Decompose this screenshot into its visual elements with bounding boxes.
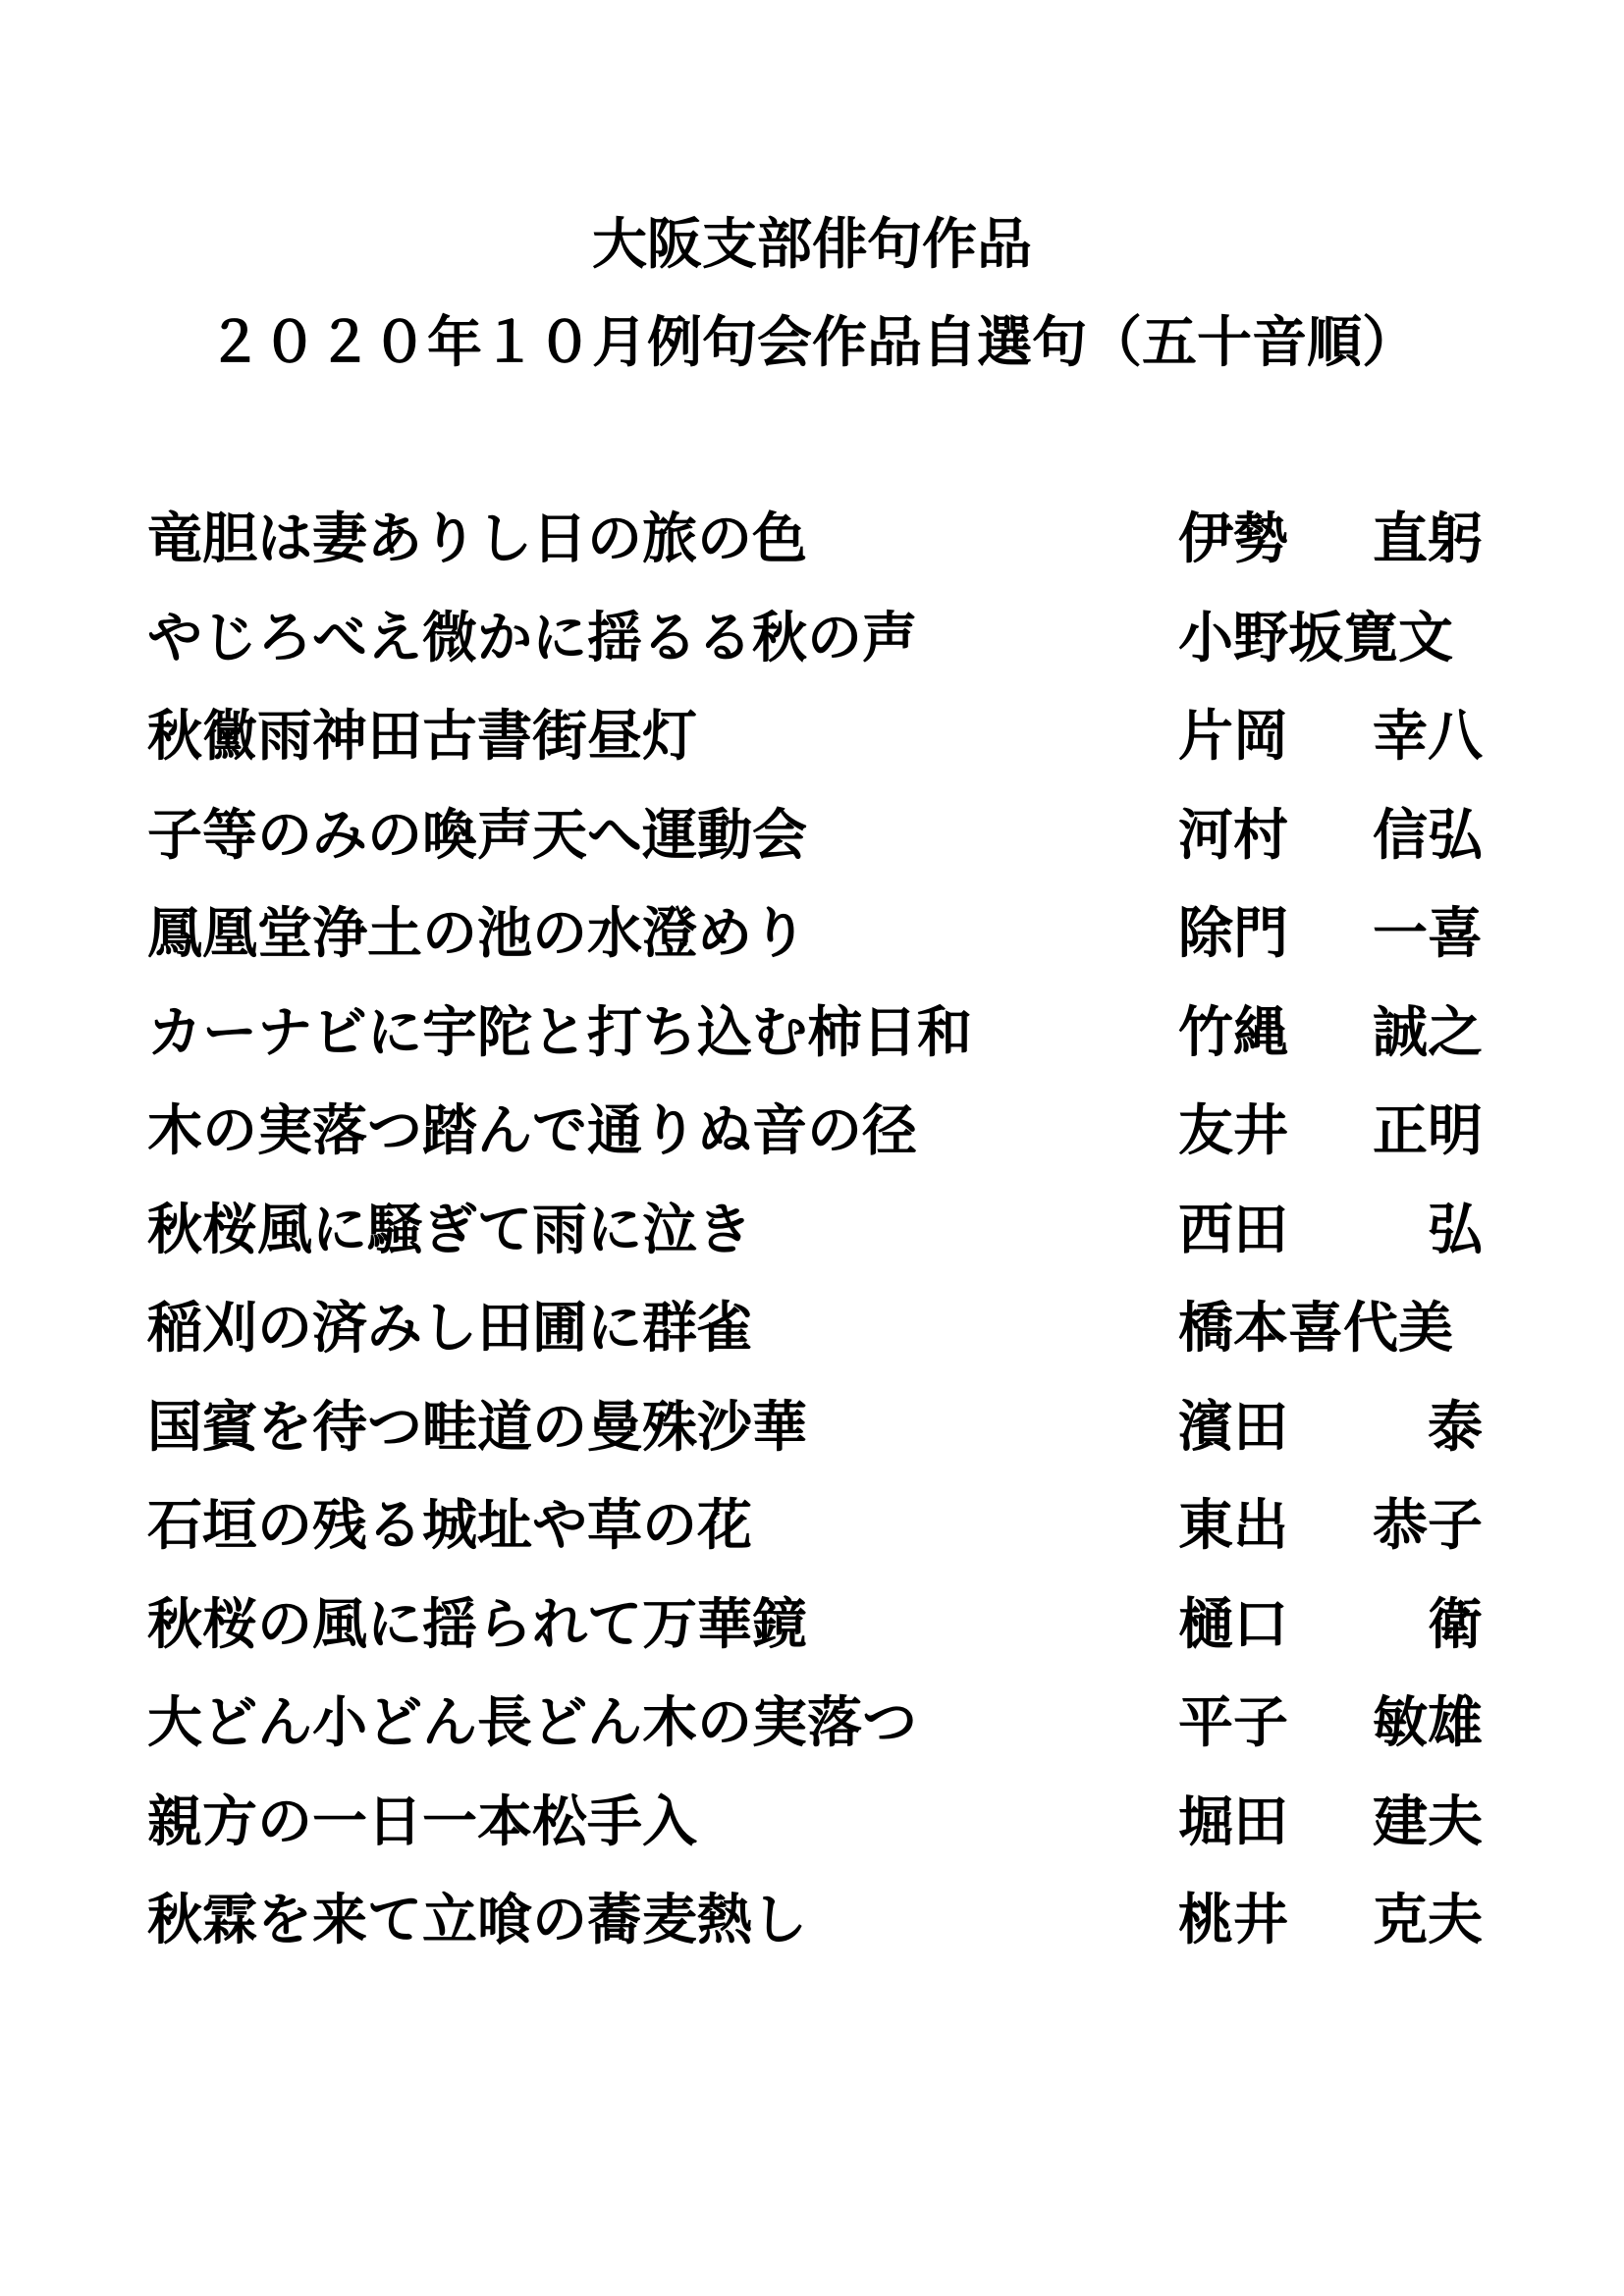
haiku-text: 鳳凰堂浄土の池の水澄めり (147, 902, 807, 966)
haiku-text: 大どん小どん長どん木の実落つ (147, 1691, 917, 1755)
haiku-text: カーナビに宇陀と打ち込む柿日和 (147, 1000, 972, 1065)
author-name (1178, 901, 1483, 968)
author-given-name: 敏雄 (1373, 1691, 1483, 1755)
haiku-text: 竜胆は妻ありし日の旅の色 (147, 507, 807, 571)
author-name (1178, 1888, 1483, 1954)
author-name (1178, 1296, 1483, 1362)
author-name (1178, 1592, 1483, 1659)
haiku-text: 秋桜の風に揺られて万華鏡 (147, 1592, 807, 1657)
author-surname: 小野坂寛文 (1178, 606, 1453, 670)
author-name (1178, 1198, 1483, 1264)
author-name (1178, 803, 1483, 870)
document-title: 大阪支部俳句作品 (592, 213, 1032, 277)
author-surname: 友井 (1178, 1099, 1288, 1163)
author-given-name: 建夫 (1373, 1789, 1483, 1854)
haiku-entry (147, 1198, 1483, 1297)
author-surname: 竹縄 (1178, 1000, 1288, 1065)
document-subtitle: ２０２０年１０月例句会作品自選句（五十音順） (207, 311, 1417, 375)
author-given-name: 信弘 (1373, 803, 1483, 868)
author-surname: 西田 (1178, 1198, 1288, 1262)
haiku-entry (147, 1789, 1483, 1889)
haiku-entry (147, 1098, 1483, 1198)
haiku-entry (147, 606, 1483, 705)
author-given-name: 一喜 (1373, 902, 1483, 966)
author-given-name: 弘 (1428, 1198, 1483, 1262)
author-given-name: 克夫 (1373, 1889, 1483, 1952)
haiku-entry (147, 1000, 1483, 1099)
author-surname: 東出 (1178, 1494, 1288, 1558)
haiku-entry (147, 507, 1483, 606)
haiku-text: 秋黴雨神田古書街昼灯 (147, 705, 697, 769)
haiku-entry (147, 1395, 1483, 1494)
haiku-entry (147, 704, 1483, 803)
author-name (1178, 606, 1483, 672)
haiku-entry (147, 1592, 1483, 1691)
haiku-text: 秋桜風に騒ぎて雨に泣き (147, 1198, 752, 1262)
author-given-name: 直躬 (1373, 507, 1483, 571)
author-surname: 樋口 (1178, 1592, 1288, 1657)
author-name (1178, 1098, 1483, 1165)
haiku-entry (147, 1296, 1483, 1395)
haiku-text: 稲刈の済みし田圃に群雀 (147, 1297, 752, 1361)
author-name (1178, 1000, 1483, 1067)
author-surname: 濱田 (1178, 1395, 1288, 1460)
author-surname: 桃井 (1178, 1889, 1288, 1952)
author-given-name: 衛 (1428, 1592, 1483, 1657)
author-surname: 除門 (1178, 902, 1288, 966)
haiku-entry (147, 901, 1483, 1000)
author-given-name: 幸八 (1373, 705, 1483, 769)
haiku-text: 秋霖を来て立喰の蕎麦熱し (147, 1889, 807, 1952)
author-name (1178, 1395, 1483, 1462)
author-name (1178, 704, 1483, 771)
haiku-text: 親方の一日一本松手入 (147, 1789, 697, 1854)
haiku-entry (147, 1888, 1483, 1987)
haiku-text: 国賓を待つ畦道の曼殊沙華 (147, 1395, 807, 1460)
author-surname: 堀田 (1178, 1789, 1288, 1854)
author-given-name: 恭子 (1373, 1494, 1483, 1558)
haiku-text: 子等のみの喚声天へ運動会 (147, 803, 807, 868)
author-surname: 伊勢 (1178, 507, 1288, 571)
haiku-list (147, 507, 1483, 1987)
author-surname: 橋本喜代美 (1178, 1297, 1453, 1361)
author-given-name: 正明 (1373, 1099, 1483, 1163)
author-surname: 河村 (1178, 803, 1288, 868)
author-name (1178, 507, 1483, 573)
author-name (1178, 1493, 1483, 1560)
author-name (1178, 1789, 1483, 1856)
haiku-entry (147, 1690, 1483, 1789)
haiku-text: 木の実落つ踏んで通りぬ音の径 (147, 1099, 917, 1163)
haiku-entry (147, 803, 1483, 902)
author-given-name: 誠之 (1373, 1000, 1483, 1065)
haiku-entry (147, 1493, 1483, 1592)
haiku-text: 石垣の残る城址や草の花 (147, 1494, 752, 1558)
haiku-text: やじろべえ微かに揺るる秋の声 (147, 606, 917, 670)
author-given-name: 泰 (1428, 1395, 1483, 1460)
author-surname: 平子 (1178, 1691, 1288, 1755)
author-surname: 片岡 (1178, 705, 1288, 769)
author-name (1178, 1690, 1483, 1757)
